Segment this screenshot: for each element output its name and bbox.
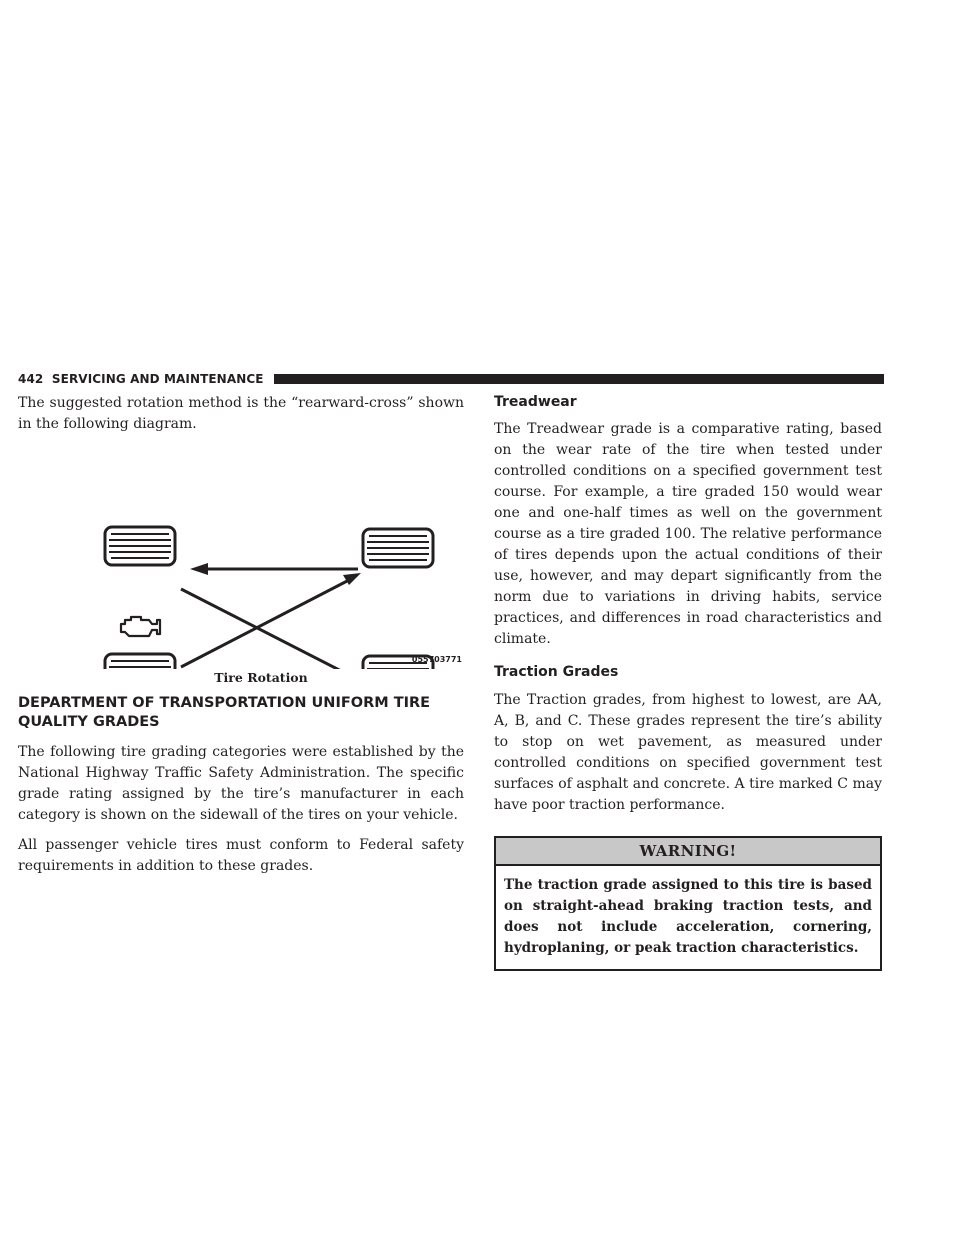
page-header-text xyxy=(18,372,264,386)
left-column xyxy=(18,393,464,877)
treadwear-heading: Treadwear xyxy=(494,394,577,410)
traction-paragraph: The Traction grades, from highest to lowest, are AA, A, B, and C. These grades represent the tire’s ability to stop on wet pavement, as measured under controlled conditions on specified government test surfaces of asphalt and concrete. A tire marked C may have poor traction performance. xyxy=(494,692,882,813)
warning-text: The traction grade assigned to this tire is based on straight-ahead braking traction tests, and does not include acceleration, cornering, hydroplaning, or peak traction characteristics. xyxy=(504,877,872,956)
rotation-arrows xyxy=(181,569,358,669)
traction-heading: Traction Grades xyxy=(494,664,619,680)
treadwear-paragraph: The Treadwear grade is a comparative rating, based on the wear rate of the tire when tested under controlled conditions on a specified government test course. For example, a tire graded 150 would wear one and one-half times as well on the government course as a tire graded 100. The relative performance of tires depends upon the actual conditions of their use, however, and may depart significantly from the norm due to variations in driving habits, service practices, and differences in road characteristics and climate. xyxy=(494,421,882,647)
tire-tread-icon xyxy=(105,527,175,565)
tire-tread-icon xyxy=(363,529,433,567)
dot-heading: DEPARTMENT OF TRANSPORTATION UNIFORM TIRE QUALITY GRADES xyxy=(18,695,431,730)
arrow-heads xyxy=(190,563,361,669)
engine-icon xyxy=(121,617,160,636)
tire-rotation-diagram xyxy=(18,479,464,669)
page-number: 442 xyxy=(18,372,44,386)
tire-tread-icon xyxy=(105,654,175,669)
figure-caption: Tire Rotation xyxy=(214,670,308,685)
page-header xyxy=(18,372,884,386)
tire-rotation-figure xyxy=(18,479,464,669)
intro-paragraph: The suggested rotation method is the “rearward-cross” shown in the following diagram. xyxy=(18,395,464,432)
arrow-icon xyxy=(181,579,351,667)
warning-title: WARNING! xyxy=(496,838,880,866)
header-rule xyxy=(274,374,884,384)
right-column xyxy=(494,393,882,971)
dot-paragraph-1: The following tire grading categories were established by the National Highway Traffic Safety Administration. The specific grade rating assigned by the tire’s manufacturer in each category is shown on the sidewall of the tires on your vehicle. xyxy=(18,744,464,823)
figure-code: 055703771 xyxy=(411,655,462,664)
warning-box xyxy=(494,836,882,971)
section-title: SERVICING AND MAINTENANCE xyxy=(51,372,264,386)
arrow-icon xyxy=(181,589,351,669)
dot-paragraph-2: All passenger vehicle tires must conform to Federal safety requirements in addition to these grades. xyxy=(18,837,464,874)
